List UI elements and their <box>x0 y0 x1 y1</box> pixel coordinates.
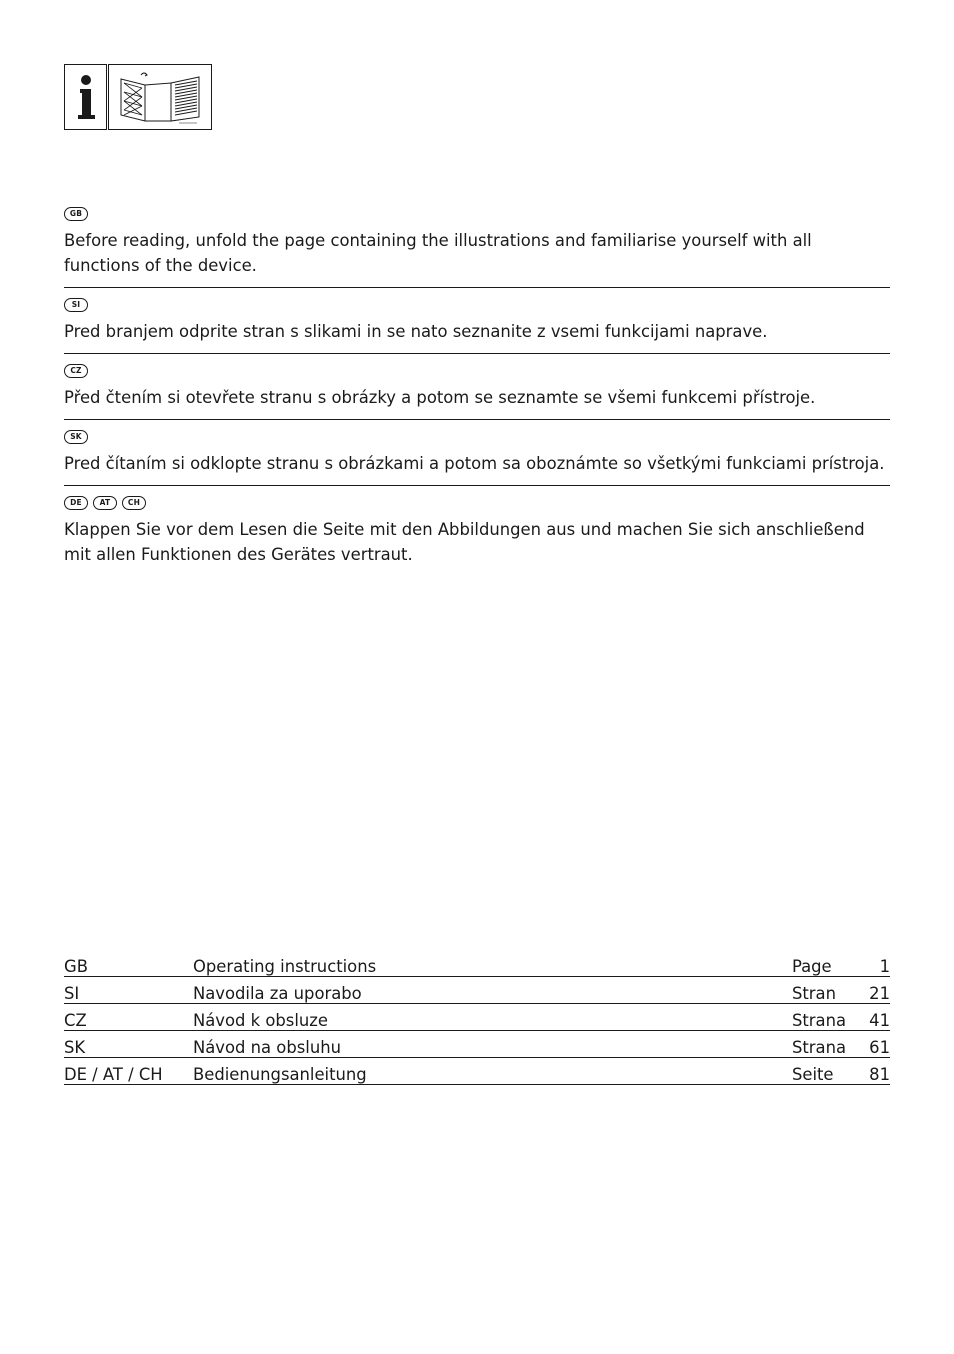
language-badges <box>64 207 890 223</box>
language-badges <box>64 496 890 512</box>
language-badge-gb: GB <box>64 207 88 221</box>
note-text-si: Pred branjem odprite stran s slikami in se nato seznanite z vsemi funkcijami naprave. <box>64 322 768 341</box>
info-icon <box>64 64 107 130</box>
toc-page-word: Strana <box>792 1004 846 1031</box>
table-row <box>64 1004 890 1031</box>
toc-page-word: Page <box>792 950 846 977</box>
note-text-de: Klappen Sie vor dem Lesen die Seite mit den Abbildungen aus und machen Sie sich anschließend mit allen Funktionen des Gerätes vertraut. <box>64 520 865 564</box>
language-badges <box>64 364 890 380</box>
toc-page-number: 1 <box>846 950 890 977</box>
table-row <box>64 1031 890 1058</box>
note-block-cz <box>64 364 890 420</box>
note-block-si <box>64 298 890 354</box>
note-block-sk <box>64 430 890 486</box>
language-badge-ch: CH <box>122 496 146 510</box>
note-text-cz: Před čtením si otevřete stranu s obrázky a potom se seznamte se všemi funkcemi přístroje. <box>64 388 816 407</box>
toc-page-word: Strana <box>792 1031 846 1058</box>
table-row <box>64 1058 890 1085</box>
language-badge-cz: CZ <box>64 364 88 378</box>
toc-page-number: 81 <box>846 1058 890 1085</box>
toc-language: CZ <box>64 1004 193 1031</box>
note-text-gb: Before reading, unfold the page containing the illustrations and familiarise yourself with all functions of the device. <box>64 231 812 275</box>
toc-title: Navodila za uporabo <box>193 977 792 1004</box>
toc-language: DE / AT / CH <box>64 1058 193 1085</box>
language-notes <box>64 207 890 586</box>
note-text-sk: Pred čítaním si odklopte stranu s obrázkami a potom sa oboznámte so všetkými funkciami prístroja. <box>64 454 885 473</box>
toc-page-number: 61 <box>846 1031 890 1058</box>
note-block-de <box>64 496 890 576</box>
unfold-page-icon <box>108 64 212 130</box>
toc-title: Operating instructions <box>193 950 792 977</box>
toc-page-number: 21 <box>846 977 890 1004</box>
table-row <box>64 950 890 977</box>
note-block-gb <box>64 207 890 288</box>
language-badges <box>64 298 890 314</box>
table-of-contents <box>64 950 890 1085</box>
table-row <box>64 977 890 1004</box>
language-badge-sk: SK <box>64 430 88 444</box>
toc-page-word: Stran <box>792 977 846 1004</box>
toc-page-number: 41 <box>846 1004 890 1031</box>
language-badges <box>64 430 890 446</box>
toc-page-word: Seite <box>792 1058 846 1085</box>
language-badge-si: SI <box>64 298 88 312</box>
toc-title: Návod na obsluhu <box>193 1031 792 1058</box>
language-badge-at: AT <box>93 496 117 510</box>
toc-language: GB <box>64 950 193 977</box>
toc-title: Bedienungsanleitung <box>193 1058 792 1085</box>
language-badge-de: DE <box>64 496 88 510</box>
toc-language: SI <box>64 977 193 1004</box>
toc-title: Návod k obsluze <box>193 1004 792 1031</box>
toc-language: SK <box>64 1031 193 1058</box>
